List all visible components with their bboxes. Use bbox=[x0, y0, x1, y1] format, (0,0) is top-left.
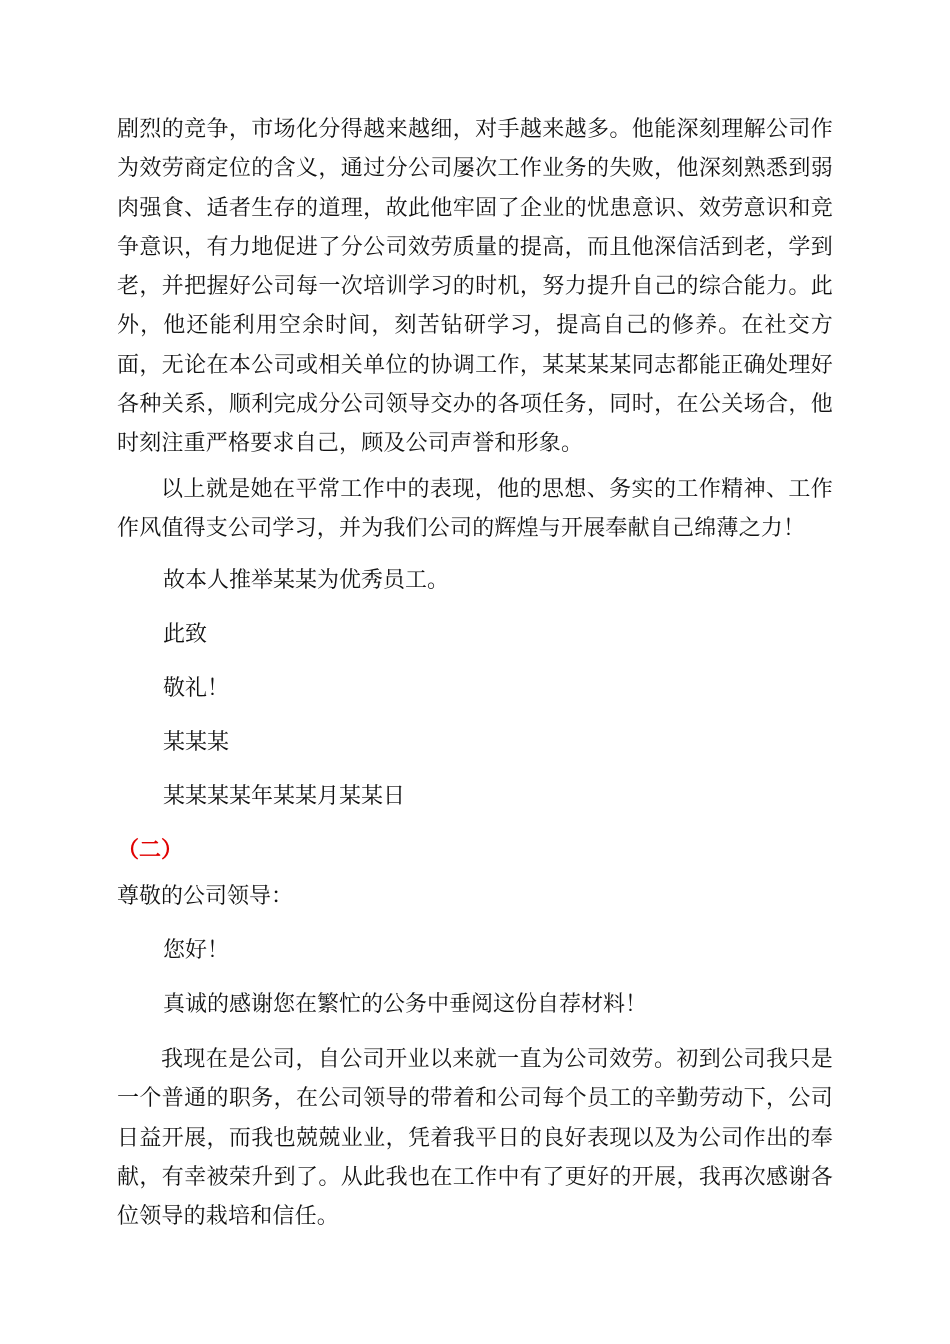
signature-date: 某某某某年某某月某某日 bbox=[163, 784, 406, 809]
closing-respect: 敬礼！ bbox=[163, 676, 230, 701]
letter-salutation: 尊敬的公司领导： bbox=[117, 884, 294, 909]
closing-salutation: 此致 bbox=[163, 622, 208, 647]
recommend-line: 故本人推举某某为优秀员工。 bbox=[163, 568, 450, 593]
summary-paragraph: 以上就是她在平常工作中的表现，他的思想、务实的工作精神、工作作风值得支公司学习，并为我们公司的辉煌与开展奉献自己绵薄之力！ bbox=[117, 477, 833, 542]
letter-thanks: 真诚的感谢您在繁忙的公务中垂阅这份自荐材料！ bbox=[163, 992, 648, 1017]
letter-greeting: 您好！ bbox=[163, 938, 230, 963]
signature: 某某某 bbox=[163, 730, 230, 755]
section-heading: （二） bbox=[117, 838, 184, 863]
recommendation-paragraph: 剧烈的竞争，市场化分得越来越细，对手越来越多。他能深刻理解公司作为效劳商定位的含义，通过分公司屡次工作业务的失败，他深刻熟悉到弱肉强食、适者生存的道理，故此他牢固了企业的忧患意识、效劳意识和竞争意识，有力地促进了分公司效劳质量的提高，而且他深信活到老，学到老，并把握好公司每一次培训学习的时机，努力提升自己的综合能力。此外，他还能利用空余时间，刻苦钻研学习，提高自己的修养。在社交方面，无论在本公司或相关单位的协调工作，某某某某同志都能正确处理好各种关系，顺利完成分公司领导交办的各项任务，同时，在公关场合，他时刻注重严格要求自己，顾及公司声誉和形象。 bbox=[117, 117, 833, 457]
self-introduction-paragraph: 我现在是公司，自公司开业以来就一直为公司效劳。初到公司我只是一个普通的职务，在公司领导的带着和公司每个员工的辛勤劳动下，公司日益开展，而我也兢兢业业，凭着我平日的良好表现以及为公司作出的奉献，有幸被荣升到了。从此我也在工作中有了更好的开展，我再次感谢各位领导的栽培和信任。 bbox=[117, 1047, 833, 1230]
